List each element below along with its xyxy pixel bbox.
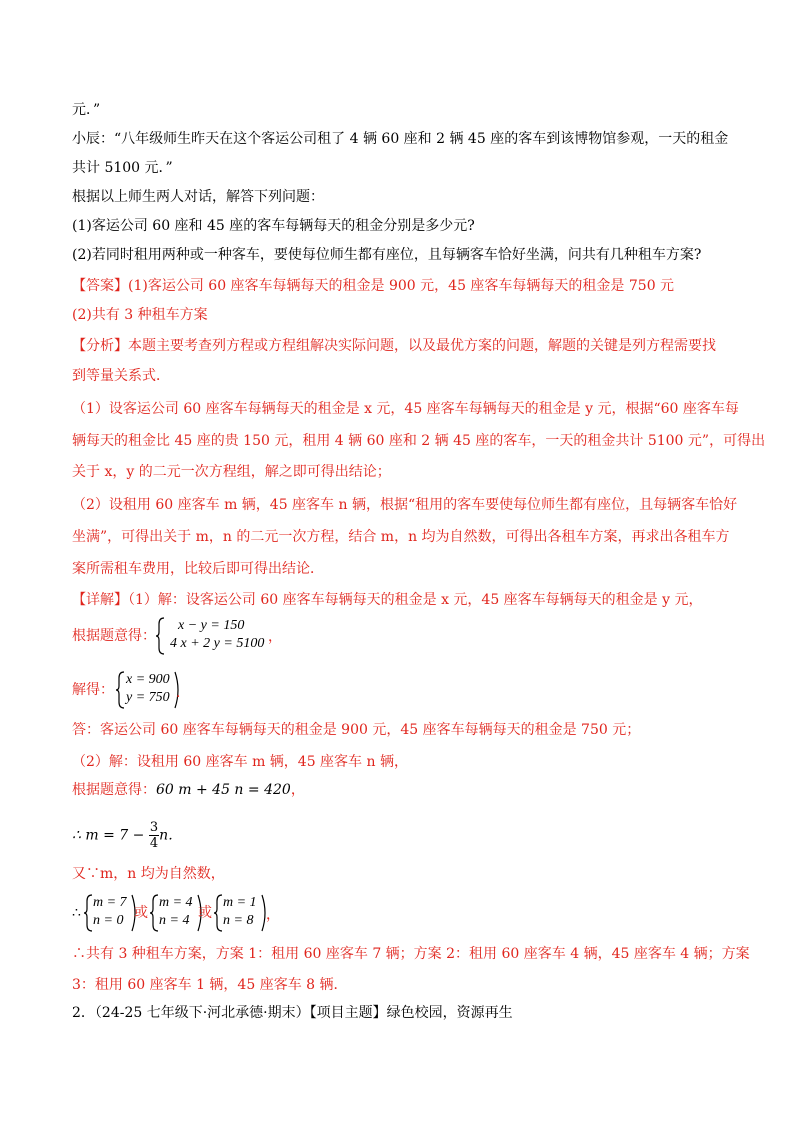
- therefore-symbol: ∴: [72, 905, 81, 921]
- comma: ，: [266, 907, 280, 923]
- analysis-line: 关于 x，y 的二元一次方程组，解之即可得出结论；: [72, 464, 391, 480]
- or-word: 或: [134, 905, 148, 921]
- therefore-line: [72, 820, 182, 851]
- solution-option-3: [214, 894, 269, 932]
- text-line: 元．”: [72, 102, 101, 118]
- text-line: 共计 5100 元．”: [72, 160, 173, 176]
- or-word: 或: [198, 905, 212, 921]
- equation: 4 x + 2 y = 5100: [170, 636, 265, 651]
- equation: m = 7: [93, 895, 127, 910]
- detail-label: 【详解】: [72, 592, 128, 608]
- answer-label: 【答案】: [72, 278, 128, 294]
- fraction-denominator: 4: [149, 836, 159, 851]
- equation: n = 8: [223, 913, 254, 928]
- analysis-line: 辆每天的租金比 45 座的贵 150 元，租用 4 辆 60 座和 2 辆 45 座的客车，一天的租金共计 5100 元”，可得出: [72, 433, 766, 449]
- setup-prefix: 根据题意得：: [72, 782, 156, 798]
- question-2: (2)若同时租用两种或一种客车，要使每位师生都有座位，且每辆客车恰好坐满，问共有几种租车方案?: [72, 247, 702, 263]
- analysis-line: （1）设客运公司 60 座客车每辆每天的租金是 x 元，45 座客车每辆每天的租金是 y 元，根据“60 座客车每: [72, 401, 739, 417]
- left-brace-icon: [116, 671, 126, 709]
- setup-prefix: 根据题意得：: [72, 628, 156, 644]
- natural-number-line: 又∵m，n 均为自然数，: [72, 866, 225, 882]
- analysis-label: 【分析】: [72, 338, 128, 354]
- answer-text: (1)客运公司 60 座客车每辆每天的租金是 900 元，45 座客车每辆每天的租金是 750 元: [128, 278, 675, 294]
- final-conclusion: 3：租用 60 座客车 1 辆，45 座客车 8 辆．: [72, 977, 348, 993]
- analysis-line: 到等量关系式．: [72, 368, 170, 384]
- text-line: 小辰：“八年级师生昨天在这个客运公司租了 4 辆 60 座和 2 辆 45 座的客车到该博物馆参观，一天的租金: [72, 131, 729, 147]
- solution-option-1: [84, 894, 139, 932]
- final-conclusion: ∴共有 3 种租车方案，方案 1：租用 60 座客车 7 辆；方案 2：租用 60 座客车 4 辆，45 座客车 4 辆；方案: [72, 946, 750, 962]
- detail-text: （1）解：设客运公司 60 座客车每辆每天的租金是 x 元，45 座客车每辆每天的租金是 y 元，: [128, 592, 703, 608]
- detail-line: [72, 590, 703, 610]
- analysis-line: （2）设租用 60 座客车 m 辆，45 座客车 n 辆，根据“租用的客车要使每位师生都有座位，且每辆客车恰好: [72, 497, 738, 513]
- comma: ，: [268, 629, 282, 645]
- equation-system-1: [156, 617, 271, 655]
- conclusion-1: 答：客运公司 60 座客车每辆每天的租金是 900 元，45 座客车每辆每天的租金是 750 元；: [72, 722, 641, 738]
- analysis-line: 坐满”，可得出关于 m，n 的二元一次方程，结合 m，n 均为自然数，可得出各租车方案，再求出各租车方: [72, 529, 730, 545]
- equation: n = 0: [93, 913, 124, 928]
- comma: ，: [290, 782, 305, 798]
- period: ．: [176, 685, 190, 701]
- analysis-line: [72, 336, 716, 356]
- equation: ∴ m = 7 −: [72, 827, 145, 844]
- equation-line: [72, 780, 305, 800]
- answer-line-2: (2)共有 3 种租车方案: [72, 307, 208, 323]
- text-line: 根据以上师生两人对话，解答下列问题：: [72, 189, 324, 205]
- equation: n．: [159, 827, 183, 844]
- detail-line: （2）解：设租用 60 座客车 m 辆，45 座客车 n 辆，: [72, 754, 408, 770]
- question-1: (1)客运公司 60 座和 45 座的客车每辆每天的租金分别是多少元?: [72, 218, 475, 234]
- analysis-text: 本题主要考查列方程或方程组解决实际问题，以及最优方案的问题，解题的关键是列方程需要找: [128, 338, 716, 354]
- next-problem-heading: 2．（24-25 七年级下·河北承德·期末）【项目主题】绿色校园，资源再生: [72, 1005, 513, 1021]
- equation: x − y = 150: [178, 618, 245, 633]
- equation: y = 750: [126, 690, 170, 705]
- analysis-line: 案所需租车费用，比较后即可得出结论．: [72, 561, 324, 577]
- equation: 60 m + 45 n = 420: [156, 782, 291, 798]
- equation: n = 4: [159, 913, 190, 928]
- solve-prefix: 解得：: [72, 682, 114, 698]
- equation: m = 4: [159, 895, 193, 910]
- fraction-numerator: 3: [149, 820, 159, 835]
- fraction: [149, 820, 159, 851]
- equation: x = 900: [126, 672, 170, 687]
- solution-option-2: [150, 894, 205, 932]
- left-brace-icon: [156, 617, 166, 655]
- answer-line-1: [72, 276, 674, 296]
- equation: m = 1: [223, 895, 257, 910]
